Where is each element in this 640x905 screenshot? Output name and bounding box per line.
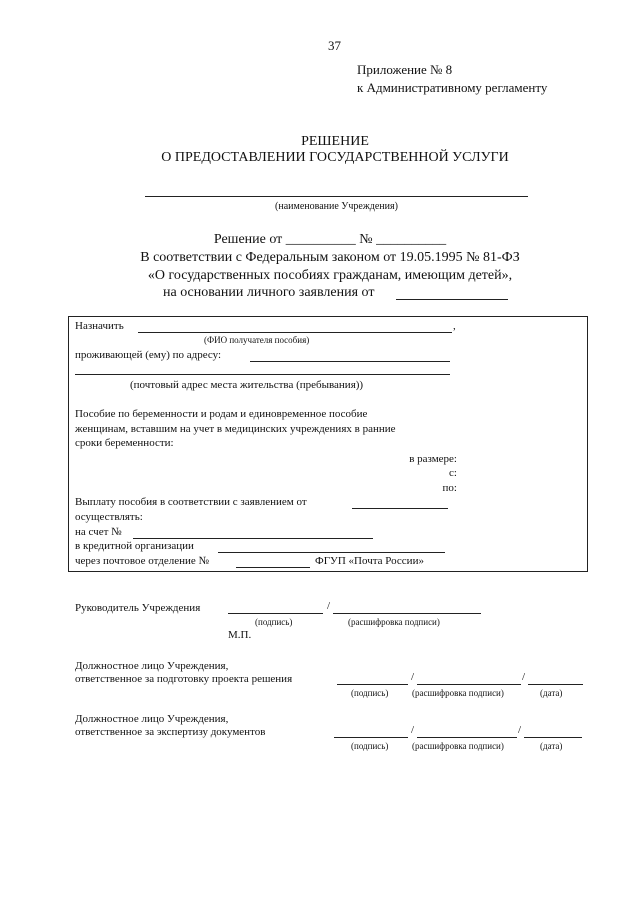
benefit-text-3: сроки беременности: xyxy=(75,437,174,449)
benefit-text-2: женщинам, вставшим на учет в медицинских учреждениях в ранние xyxy=(75,423,396,435)
assign-comma: , xyxy=(453,320,456,332)
official1-date-line xyxy=(528,684,583,685)
institution-caption: (наименование Учреждения) xyxy=(275,201,398,212)
account-label: на счет № xyxy=(75,526,122,538)
official2-date-caption: (дата) xyxy=(540,741,563,751)
decision-law-line: В соответствии с Федеральным законом от 19.05.1995 № 81-ФЗ xyxy=(140,250,520,265)
official1-slash-1: / xyxy=(411,671,415,683)
institution-name-line xyxy=(145,196,528,197)
post-office-number-line xyxy=(236,567,310,568)
amount-label: в размере: xyxy=(409,453,457,465)
official1-signature-caption: (подпись) xyxy=(351,688,389,698)
from-label: с: xyxy=(449,467,457,479)
official2-slash-1: / xyxy=(411,724,415,736)
appendix-number: Приложение № 8 xyxy=(357,62,453,77)
address-label: проживающей (ему) по адресу: xyxy=(75,349,222,361)
head-signature-caption: (подпись) xyxy=(255,617,293,627)
official2-decoding-caption: (расшифровка подписи) xyxy=(412,741,504,751)
official2-label-1: Должностное лицо Учреждения, xyxy=(75,713,229,725)
decision-application-line: на основании личного заявления от xyxy=(163,285,375,300)
credit-org-label: в кредитной организации xyxy=(75,540,194,552)
decision-law-title: «О государственных пособиях гражданам, имеющим детей», xyxy=(147,268,513,283)
official1-date-caption: (дата) xyxy=(540,688,563,698)
payment-date-line xyxy=(352,508,448,509)
recipient-name-line xyxy=(138,332,452,333)
official2-signature-line xyxy=(334,737,408,738)
assign-label: Назначить xyxy=(75,320,124,332)
official1-signature-line xyxy=(337,684,408,685)
address-line-1 xyxy=(250,361,450,362)
address-caption: (почтовый адрес места жительства (пребывания)) xyxy=(130,379,364,391)
post-office-label: через почтовое отделение № xyxy=(75,555,209,567)
head-decoding-caption: (расшифровка подписи) xyxy=(348,617,440,627)
account-number-line xyxy=(133,538,373,539)
post-office-name: ФГУП «Почта России» xyxy=(315,555,424,567)
address-line-2 xyxy=(75,374,450,375)
page-number: 37 xyxy=(328,38,341,53)
official2-slash-2: / xyxy=(518,724,522,736)
official2-signature-caption: (подпись) xyxy=(351,741,389,751)
official1-label-2: ответственное за подготовку проекта решения xyxy=(75,673,293,685)
decision-number-line: Решение от __________ № __________ xyxy=(213,232,447,247)
head-slash: / xyxy=(327,600,331,612)
payment-text-1: Выплату пособия в соответствии с заявлением от xyxy=(75,496,307,508)
benefit-text-1: Пособие по беременности и родам и единовременное пособие xyxy=(75,408,368,420)
fio-caption: (ФИО получателя пособия) xyxy=(204,335,310,345)
document-title: РЕШЕНИЕ xyxy=(301,134,369,149)
head-signature-line xyxy=(228,613,323,614)
to-label: по: xyxy=(442,482,457,494)
document-subtitle: О ПРЕДОСТАВЛЕНИИ ГОСУДАРСТВЕННОЙ УСЛУГИ xyxy=(161,150,509,165)
stamp-label: М.П. xyxy=(228,629,252,641)
application-date-line xyxy=(396,299,508,300)
head-decoding-line xyxy=(333,613,481,614)
official1-slash-2: / xyxy=(522,671,526,683)
official1-label-1: Должностное лицо Учреждения, xyxy=(75,660,229,672)
appendix-regulation: к Административному регламенту xyxy=(357,80,548,95)
official2-decoding-line xyxy=(417,737,517,738)
official2-date-line xyxy=(524,737,582,738)
official2-label-2: ответственное за экспертизу документов xyxy=(75,726,266,738)
head-label: Руководитель Учреждения xyxy=(75,602,201,614)
payment-text-2: осуществлять: xyxy=(75,511,143,523)
official1-decoding-caption: (расшифровка подписи) xyxy=(412,688,504,698)
official1-decoding-line xyxy=(417,684,521,685)
credit-org-line xyxy=(218,552,445,553)
